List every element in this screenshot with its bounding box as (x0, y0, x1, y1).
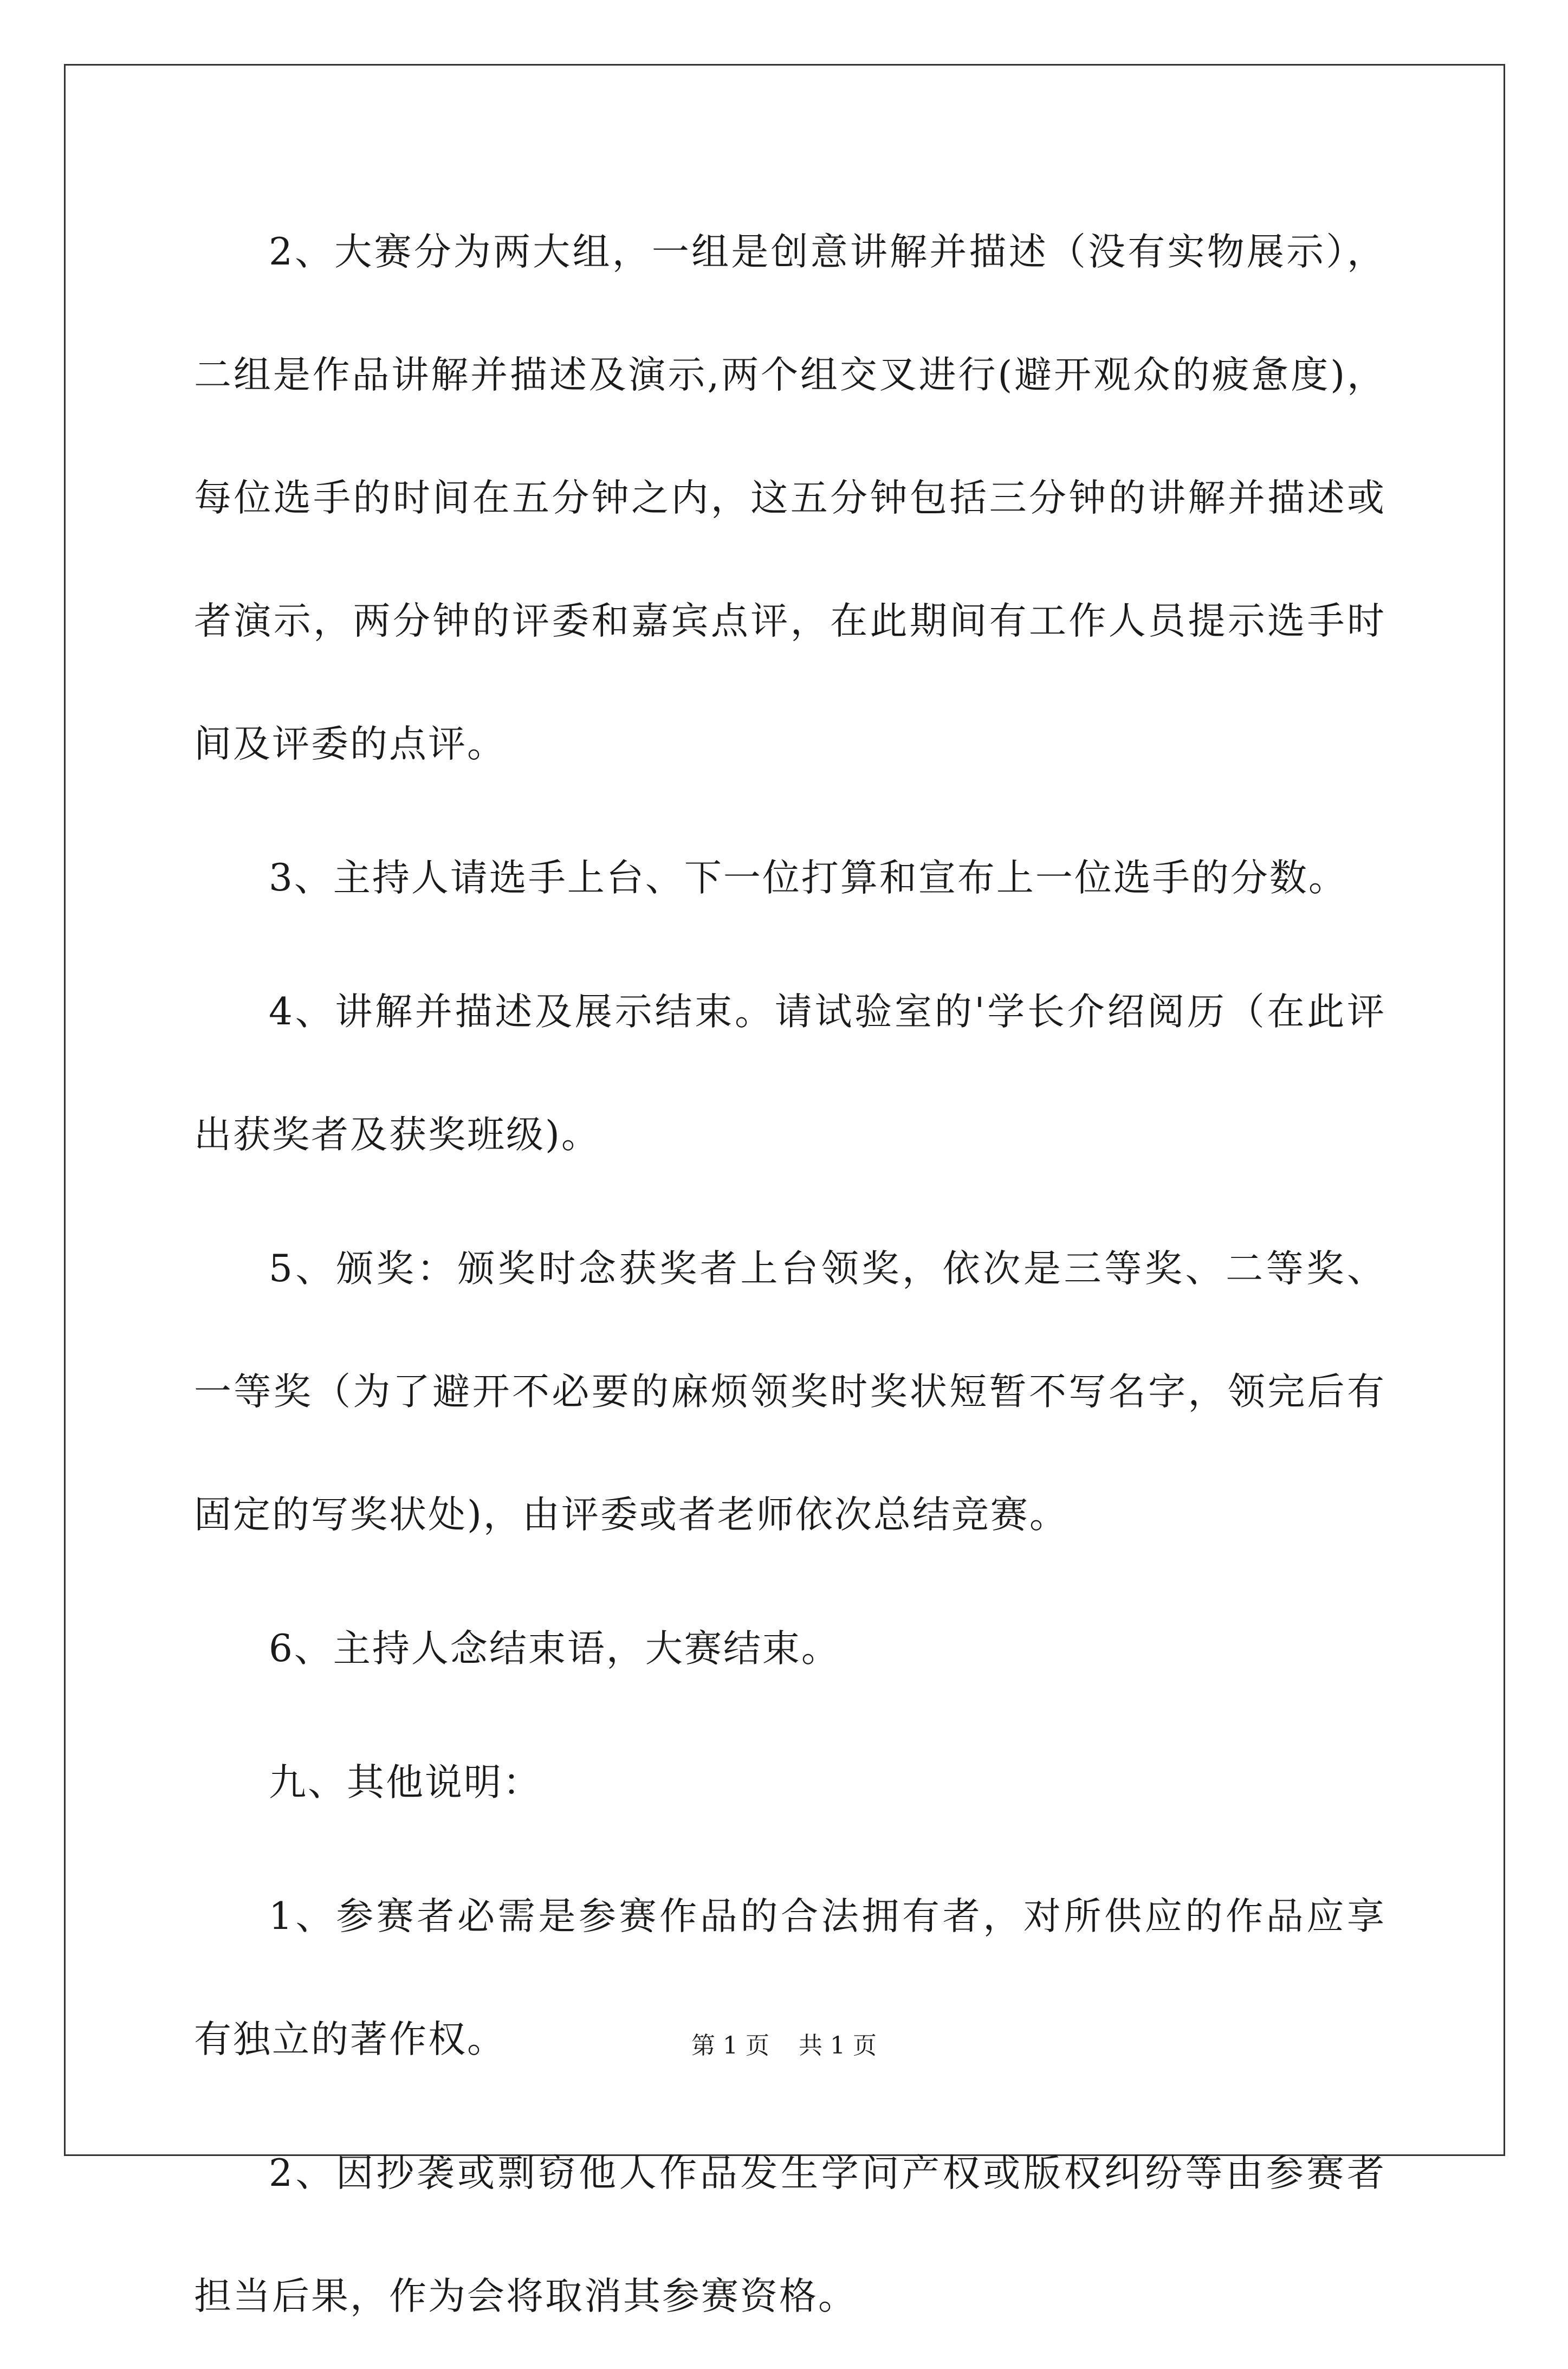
paragraph-item-4: 4、讲解并描述及展示结束。请试验室的'学长介绍阅历（在此评出获奖者及获奖班级)。 (194, 990, 1386, 1157)
paragraph-note-1: 1、参赛者必需是参赛作品的合法拥有者，对所供应的作品应享有独立的著作权。 (194, 1895, 1386, 2061)
paragraph-item-2: 2、大赛分为两大组，一组是创意讲解并描述（没有实物展示），二组是作品讲解并描述及演示,两个组交叉进行(避开观众的疲惫度)，每位选手的时间在五分钟之内，这五分钟包括三分钟的讲解并描述或者演示，两分钟的评委和嘉宾点评，在此期间有工作人员提示选手时间及评委的点评。 (194, 230, 1386, 766)
paragraph-note-2: 2、因抄袭或剽窃他人作品发生学问产权或版权纠纷等由参赛者担当后果，作为会将取消其参赛资格。 (194, 2152, 1386, 2318)
paragraph-item-6: 6、主持人念结束语，大赛结束。 (269, 1627, 840, 1670)
section-heading-other-notes: 九、其他说明： (269, 1761, 542, 1804)
page-number: 第 1 页 (691, 2032, 769, 2060)
paragraph-item-5: 5、颁奖：颁奖时念获奖者上台领奖，依次是三等奖、二等奖、一等奖（为了避开不必要的麻烦领奖时奖状短暂不写名字，领完后有固定的写奖状处)，由评委或者老师依次总结竞赛。 (194, 1247, 1386, 1537)
page-footer (0, 2030, 1568, 2062)
page-total: 共 1 页 (799, 2032, 877, 2060)
paragraph-item-3: 3、主持人请选手上台、下一位打算和宣布上一位选手的分数。 (269, 856, 1347, 900)
